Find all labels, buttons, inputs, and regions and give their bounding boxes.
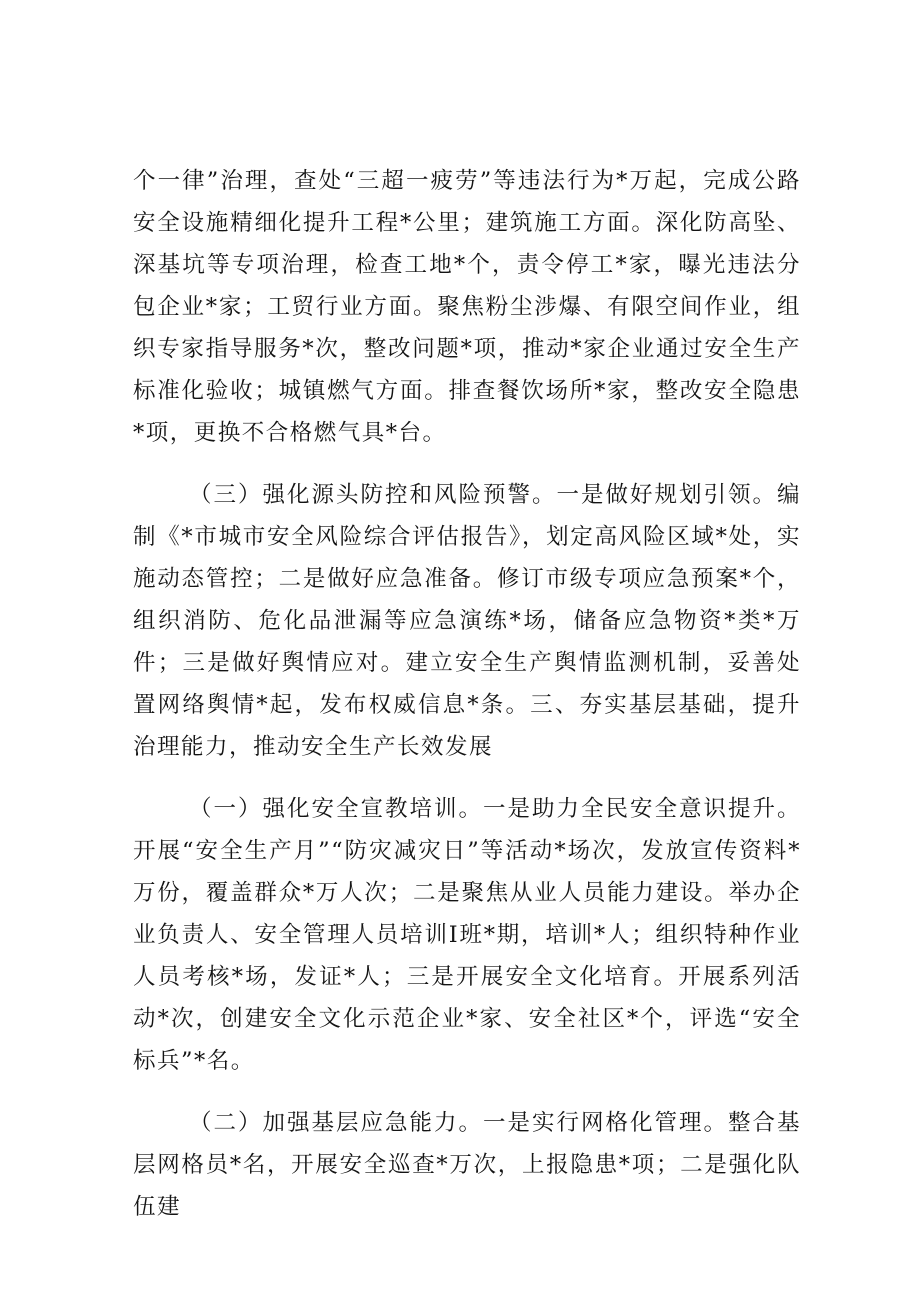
document-body	[133, 160, 801, 1228]
paragraph-source-control-risk-warning: （三）强化源头防控和风险预警。一是做好规划引领。编制《*市城市安全风险综合评估报告》，划定高风险区域*处，实施动态管控；二是做好应急准备。修订市级专项应急预案*个，组织消防、危化品泄漏等应急演练*场，储备应急物资*类*万件；三是做好舆情应对。建立安全生产舆情监测机制，妥善处置网络舆情*起，发布权威信息*条。三、夯实基层基础，提升治理能力，推动安全生产长效发展	[133, 482, 801, 760]
paragraph-grassroots-emergency-capacity: （二）加强基层应急能力。一是实行网格化管理。整合基层网格员*名，开展安全巡查*万次，上报隐患*项；二是强化队伍建	[133, 1110, 801, 1220]
paragraph-road-construction-gas: 个一律”治理，查处“三超一疲劳”等违法行为*万起，完成公路安全设施精细化提升工程*公里；建筑施工方面。深化防高坠、深基坑等专项治理，检查工地*个，责令停工*家，曝光违法分包企业*家；工贸行业方面。聚焦粉尘涉爆、有限空间作业，组织专家指导服务*次，整改问题*项，推动*家企业通过安全生产标准化验收；城镇燃气方面。排查餐饮场所*家，整改安全隐患*项，更换不合格燃气具*台。	[133, 168, 801, 446]
paragraph-safety-education-training: （一）强化安全宣教培训。一是助力全民安全意识提升。开展“安全生产月”“防灾减灾日”等活动*场次，发放宣传资料*万份，覆盖群众*万人次；二是聚焦从业人员能力建设。举办企业负责人、安全管理人员培训I班*期，培训*人；组织特种作业人员考核*场，发证*人；三是开展安全文化培育。开展系列活动*次，创建安全文化示范企业*家、安全社区*个，评选“安全标兵”*名。	[133, 796, 801, 1074]
